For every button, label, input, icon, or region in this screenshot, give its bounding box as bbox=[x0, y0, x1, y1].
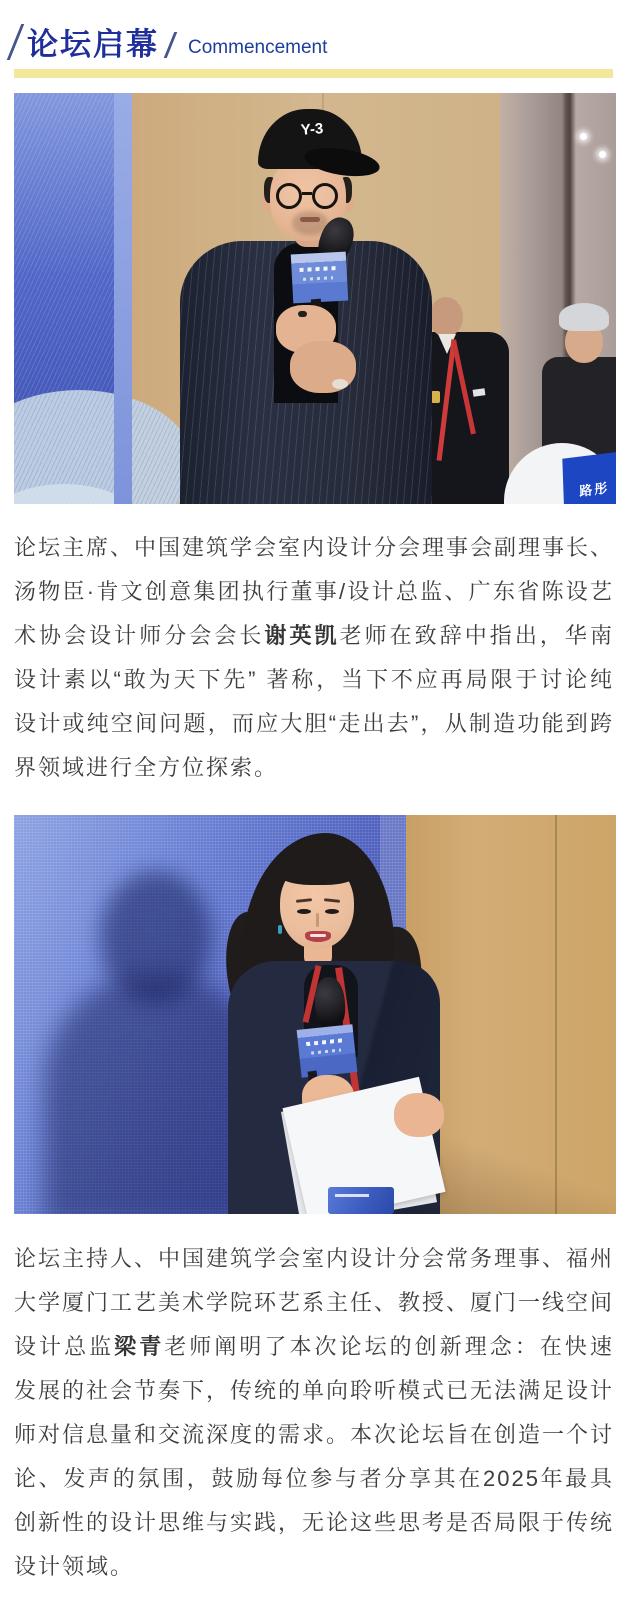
photo-host-liangqing[interactable] bbox=[14, 815, 616, 1214]
decorative-slash-left-icon bbox=[7, 24, 25, 60]
glasses-bridge bbox=[302, 192, 312, 195]
cap-logo-text: Y-3 bbox=[300, 120, 324, 139]
photo1-light-dot bbox=[580, 133, 587, 140]
glasses-lens bbox=[312, 183, 338, 209]
host-hand bbox=[394, 1093, 444, 1137]
microphone-cube-flag bbox=[291, 252, 348, 304]
photo1-gold-pin bbox=[431, 391, 440, 403]
photo1-light-dot bbox=[599, 151, 606, 158]
paragraph-1-pre: 论坛主席、中国建筑学会室内设计分会理事会副理事长、汤物臣·肯文创意集团执行董事/设计总监、广东省陈设艺术协会设计师分会会长 bbox=[14, 535, 615, 648]
host-name-liangqing: 梁青 bbox=[114, 1334, 165, 1359]
photo1-audience-woman-cap bbox=[559, 303, 609, 331]
speaker-name-xieyingkai: 谢英凯 bbox=[264, 623, 340, 648]
section-header bbox=[0, 0, 628, 78]
paragraph-xieyingkai bbox=[14, 526, 614, 790]
speaker-mouth bbox=[300, 217, 320, 222]
host-blue-badge bbox=[328, 1187, 394, 1214]
host-eye bbox=[325, 909, 339, 914]
speaker-glasses-icon bbox=[272, 183, 352, 213]
host-earring bbox=[278, 925, 282, 934]
paragraph-2-post: 老师阐明了本次论坛的创新理念：在快速发展的社会节奏下，传统的单向聆听模式已无法满足设计师对信息量和交流深度的需求。本次论坛旨在创造一个讨论、发声的氛围，鼓励每位参与者分享其在2025年最具创新性的设计思维与实践，无论这些思考是否局限于传统设计领域。 bbox=[14, 1334, 615, 1579]
host-smile bbox=[310, 934, 326, 937]
photo1-table-name-card: 路彤 bbox=[562, 451, 616, 504]
paragraph-liangqing bbox=[14, 1237, 614, 1589]
photo1-led-screen bbox=[14, 93, 114, 504]
paragraph-1-post: 老师在致辞中指出，华南设计素以“敢为天下先” 著称，当下不应再局限于讨论纯设计或纯空间问题，而应大胆“走出去”，从制造功能到跨界领域进行全方位探索。 bbox=[14, 623, 614, 780]
paragraph-2-pre: 论坛主持人、中国建筑学会室内设计分会常务理事、福州大学厦门工艺美术学院环艺系主任、教授、厦门一线空间设计总监 bbox=[14, 1246, 615, 1359]
yellow-underline-bar bbox=[14, 69, 613, 78]
section-title-row bbox=[14, 16, 628, 60]
glasses-lens bbox=[276, 183, 302, 209]
photo1-audience-man-head bbox=[429, 297, 463, 337]
decorative-slash-right-icon bbox=[164, 32, 178, 58]
photo-speaker-xieyingkai[interactable] bbox=[14, 93, 616, 504]
host-hair-fringe bbox=[274, 849, 362, 885]
photo1-blue-pillar bbox=[114, 93, 132, 504]
host-nose bbox=[316, 913, 319, 927]
speaker-cuff-button bbox=[332, 379, 348, 389]
section-subtitle: Commencement bbox=[188, 37, 328, 59]
speaker-ring bbox=[298, 311, 307, 317]
section-title: 论坛启幕 bbox=[27, 27, 159, 62]
microphone-cube-flag bbox=[297, 1024, 358, 1078]
host-eye bbox=[297, 909, 311, 914]
